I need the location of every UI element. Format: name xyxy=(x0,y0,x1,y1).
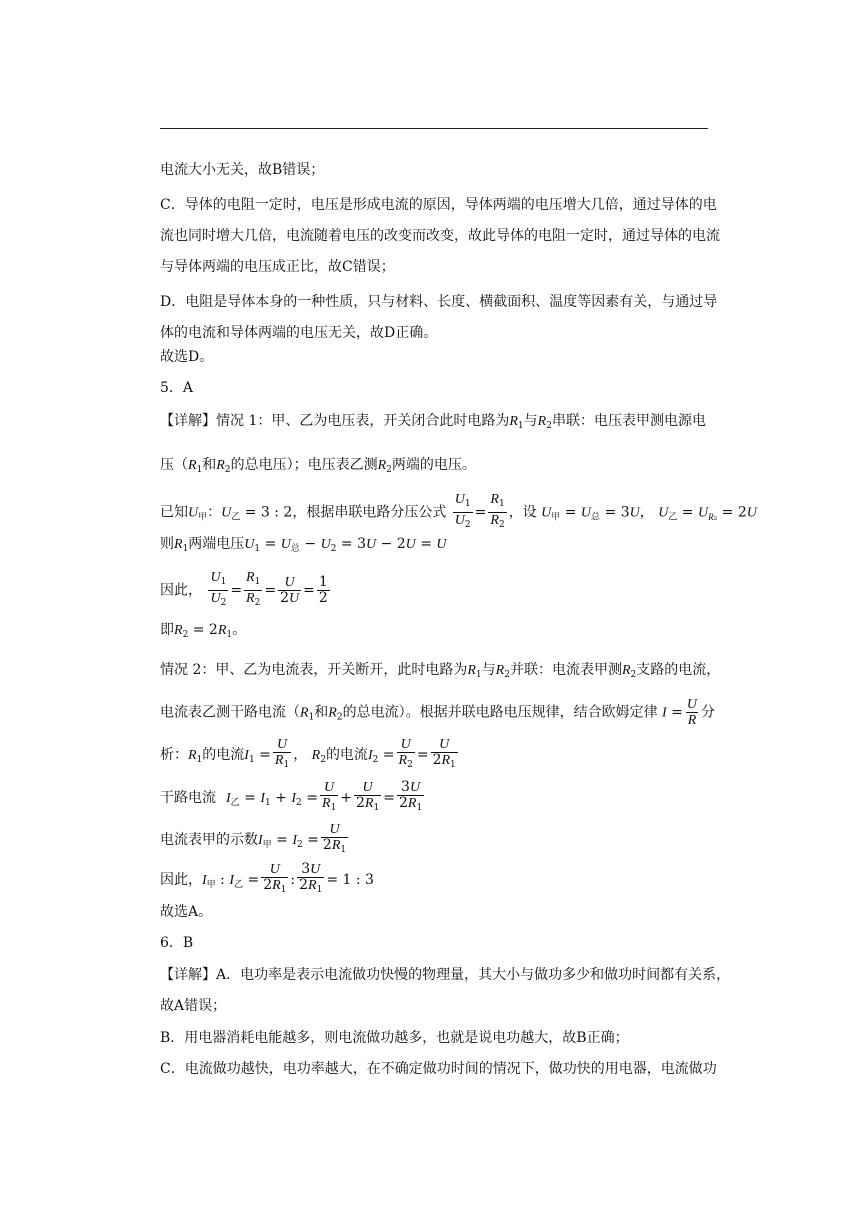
text-line: 故选A。 xyxy=(160,904,213,920)
question-answer: 6．B xyxy=(160,935,194,951)
text-line: 流也同时增大几倍，电流随着电压的改变而改变，故此导体的电阻一定时，通过导体的电流 xyxy=(160,228,720,244)
header-rule xyxy=(160,128,708,129)
text-line: C．导体的电阻一定时，电压是形成电流的原因，导体两端的电压增大几倍，通过导体的电 xyxy=(160,197,717,213)
math-line: 因此，$I_甲$ : $I_乙$ = $\frac{U}{2R_1}$ : $\frac{3U}{2R_1}$ = 1 : 3 xyxy=(160,862,374,898)
text-line: 体的电流和导体两端的电压无关，故D正确。 xyxy=(160,325,438,341)
math-line: 则$R_1$两端电压$U_1 = U_总 - U_2 = 3U - 2U = U$ xyxy=(160,536,447,554)
text-line: 电流大小无关，故B错误； xyxy=(160,162,325,178)
text-line: 【详解】A．电功率是表示电流做功快慢的物理量，其大小与做功多少和做功时间都有关系， xyxy=(160,967,731,983)
text-line: D．电阻是导体本身的一种性质，只与材料、长度、横截面积、温度等因素有关，与通过导 xyxy=(160,294,718,310)
math-line: 因此， $\frac{U_1}{U_2}$ = $\frac{R_1}{R_2}$ = $\frac{U}{2U}$ = $\frac{1}{2}$ xyxy=(160,570,332,611)
text-line: 与导体两端的电压成正比，故C错误； xyxy=(160,259,395,275)
math-line: 析：$R_1$的电流$I_1$ = $\frac{U}{R_1}$ ， $R_2$的电流$I_2$ = $\frac{U}{R_2}$ = $\frac{U}{2R_1}$ xyxy=(160,737,460,773)
text-line: 故A错误； xyxy=(160,998,227,1014)
math-line: 已知$U_甲$：$U_乙 = 3$ : 2，根据串联电路分压公式 $\frac{U_1}{U_2}$ = $\frac{R_1}{R_2}$ ，设 $U_甲 = U_总 = 3U$， $U_乙 = U_{R_2} = 2U$ xyxy=(160,492,757,533)
math-line: 【详解】情况 1：甲、乙为电压表，开关闭合此时电路为$R_1$与$R_2$串联：电压表甲测电源电 xyxy=(160,413,706,431)
math-line: 干路电流 $I_乙 = I_1 + I_2$ = $\frac{U}{R_1}$ + $\frac{U}{2R_1}$ = $\frac{3U}{2R_1}$ xyxy=(160,780,426,816)
text-line: C．电流做功越快，电功率越大，在不确定做功时间的情况下，做功快的用电器，电流做功 xyxy=(160,1061,717,1077)
math-line: 压（$R_1$和$R_2$的总电压）；电压表乙测$R_2$两端的电压。 xyxy=(160,457,476,475)
math-line: 情况 2：甲、乙为电流表，开关断开，此时电路为$R_1$与$R_2$并联：电流表甲测$R_2$支路的电流， xyxy=(160,662,721,680)
question-answer: 5．A xyxy=(160,380,194,396)
math-line: 电流表乙测干路电流（$R_1$和$R_2$的总电流）。根据并联电路电压规律，结合欧姆定律 I = $\frac{U}{R}$ 分 xyxy=(160,697,716,728)
text-line: B．用电器消耗电能越多，则电流做功越多，也就是说电功越大，故B正确； xyxy=(160,1030,629,1046)
math-line: 即$R_2 = 2R_1$。 xyxy=(160,622,247,640)
text-line: 故选D。 xyxy=(160,349,214,365)
math-line: 电流表甲的示数$I_甲 = I_2$ = $\frac{U}{2R_1}$ xyxy=(160,822,350,858)
